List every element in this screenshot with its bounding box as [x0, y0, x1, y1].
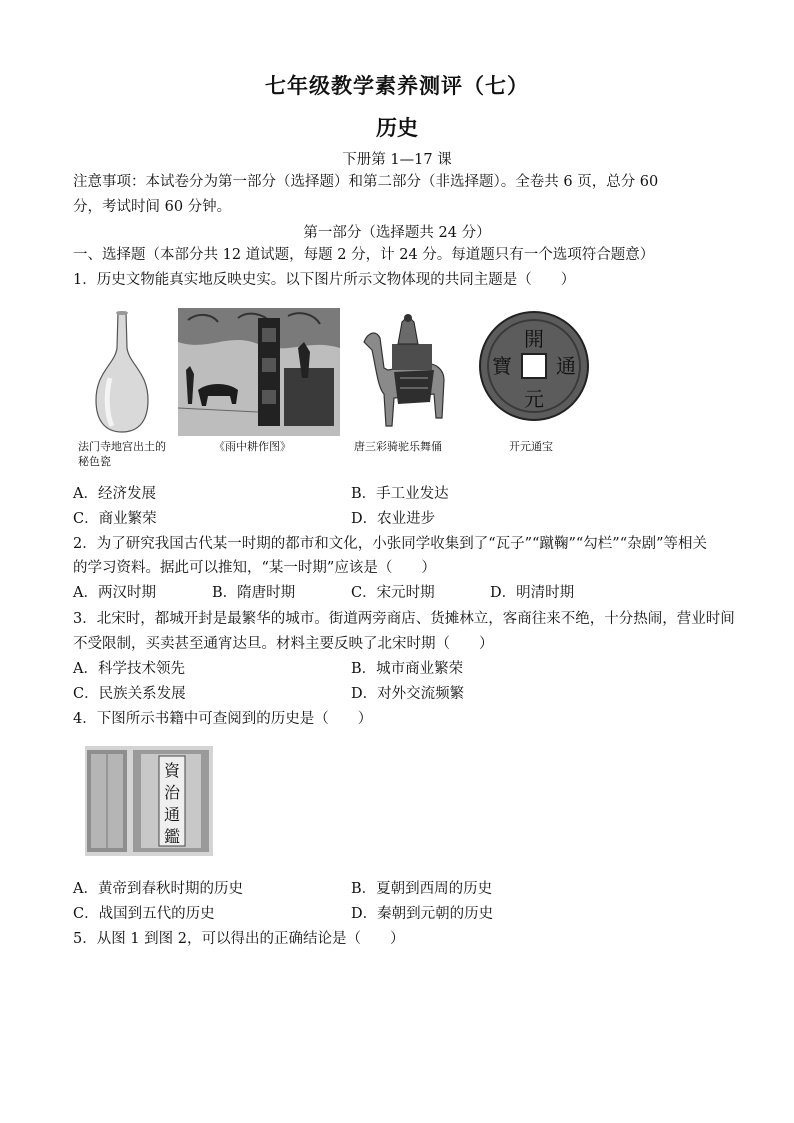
q1-caption-vase-1: 法门寺地宫出土的 — [78, 440, 166, 453]
subject-title: 历史 — [376, 115, 418, 140]
notice-line-2: 分，考试时间 60 分钟。 — [73, 199, 232, 215]
book-zizhi-tongjian-image — [85, 746, 213, 856]
q2-option-d[interactable]: D．明清时期 — [490, 585, 575, 601]
part1-instruction: 一、选择题（本部分共 12 道试题，每题 2 分，计 24 分。每道题只有一个选项符合题意） — [73, 247, 655, 263]
q3-option-c[interactable]: C．民族关系发展 — [73, 686, 186, 702]
q5-stem: 5．从图 1 到图 2，可以得出的正确结论是（ ） — [73, 931, 405, 947]
book-char-4: 鑑 — [163, 827, 181, 846]
q2-option-a[interactable]: A．两汉时期 — [73, 585, 156, 601]
q3-stem-line-1: 3．北宋时，都城开封是最繁华的城市。街道两旁商店、货摊林立，客商往来不绝，十分热闹，营业时间 — [73, 611, 735, 627]
q1-option-c[interactable]: C．商业繁荣 — [73, 511, 157, 527]
q3-option-a[interactable]: A．科学技术领先 — [73, 661, 185, 677]
q1-caption-mural: 《雨中耕作图》 — [214, 440, 291, 453]
farming-mural-image — [178, 308, 340, 436]
q1-caption-camel: 唐三彩骑驼乐舞俑 — [354, 440, 442, 453]
part1-title: 第一部分（选择题共 24 分） — [303, 225, 491, 241]
q2-stem-line-1: 2．为了研究我国古代某一时期的都市和文化，小张同学收集到了“瓦子”“蹴鞠”“勾栏”“杂剧”等相关 — [73, 536, 708, 552]
coin-char-top: 開 — [524, 327, 544, 351]
q1-option-d[interactable]: D．农业进步 — [351, 511, 436, 527]
coin-char-left: 寶 — [492, 354, 512, 378]
q3-stem-line-2: 不受限制，买卖甚至通宵达旦。材料主要反映了北宋时期（ ） — [73, 636, 494, 652]
book-char-2: 治 — [163, 783, 181, 802]
q2-option-b[interactable]: B．隋唐时期 — [212, 585, 296, 601]
book-char-3: 通 — [163, 805, 181, 824]
coin-char-bottom: 元 — [524, 387, 544, 411]
q1-option-b[interactable]: B．手工业发达 — [351, 486, 449, 502]
q4-option-c[interactable]: C．战国到五代的历史 — [73, 906, 215, 922]
notice-line-1: 注意事项：本试卷分为第一部分（选择题）和第二部分（非选择题）。全卷共 6 页，总分 60 — [73, 174, 659, 190]
q4-option-b[interactable]: B．夏朝到西周的历史 — [351, 881, 493, 897]
celadon-vase-image — [82, 308, 162, 438]
q4-option-d[interactable]: D．秦朝到元朝的历史 — [351, 906, 494, 922]
q1-stem: 1．历史文物能真实地反映史实。以下图片所示文物体现的共同主题是（ ） — [73, 272, 576, 288]
q4-option-a[interactable]: A．黄帝到春秋时期的历史 — [73, 881, 243, 897]
exam-title: 七年级教学素养测评（七） — [265, 73, 529, 98]
q3-option-d[interactable]: D．对外交流频繁 — [351, 686, 465, 702]
q2-option-c[interactable]: C．宋元时期 — [351, 585, 435, 601]
q1-caption-vase-2: 秘色瓷 — [78, 455, 111, 468]
q1-option-a[interactable]: A．经济发展 — [73, 486, 156, 502]
camel-figurine-image — [354, 308, 454, 436]
q2-stem-line-2: 的学习资料。据此可以推知，“某一时期”应该是（ ） — [73, 560, 436, 576]
q1-caption-coin: 开元通宝 — [509, 440, 553, 453]
book-char-1: 資 — [163, 761, 181, 780]
exam-scope: 下册第 1—17 课 — [342, 152, 452, 168]
q4-stem: 4．下图所示书籍中可查阅到的历史是（ ） — [73, 711, 373, 727]
kaiyuan-coin-image — [478, 310, 590, 422]
coin-char-right: 通 — [556, 354, 576, 378]
q3-option-b[interactable]: B．城市商业繁荣 — [351, 661, 464, 677]
